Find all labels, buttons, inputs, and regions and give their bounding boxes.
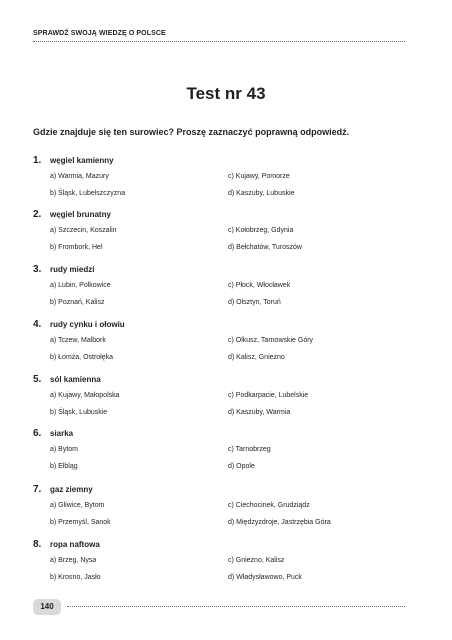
question-4 [33, 317, 413, 369]
question-number: 3. [33, 264, 42, 275]
answer-b: b) Śląsk, Lubelszczyzna [50, 190, 126, 197]
question-8 [33, 537, 413, 589]
answer-a: a) Lubin, Polkowice [50, 282, 111, 289]
page-title: Test nr 43 [186, 84, 266, 103]
answer-b: b) Frombork, Hel [50, 244, 103, 251]
answer-b: b) Krosno, Jasło [50, 574, 101, 581]
answer-d: d) Władysławowo, Puck [228, 574, 302, 581]
question-number: 1. [33, 155, 42, 166]
question-3 [33, 262, 413, 314]
question-number: 4. [33, 319, 42, 330]
header-title: SPRAWDŹ SWOJĄ WIEDZĘ O POLSCE [33, 30, 166, 37]
answer-c: c) Kołobrzeg, Gdynia [228, 227, 294, 234]
question-number: 8. [33, 539, 42, 550]
answer-a: a) Warmia, Mazury [50, 173, 109, 180]
answer-a: a) Brzeg, Nysa [50, 557, 97, 564]
page-footer [33, 599, 405, 615]
question-text: sól kamienna [50, 375, 101, 384]
answer-c: c) Podkarpacie, Lubelskie [228, 392, 309, 399]
answer-d: d) Kalisz, Gniezno [228, 354, 285, 361]
answer-b: b) Łomża, Ostrołęka [50, 354, 114, 361]
running-header [33, 29, 405, 42]
answer-d: d) Olsztyn, Toruń [228, 299, 281, 306]
question-number: 5. [33, 374, 42, 385]
question-text: rudy cynku i ołowiu [50, 320, 125, 329]
question-2 [33, 207, 413, 259]
answer-d: d) Kaszuby, Lubuskie [228, 190, 295, 197]
answer-c: c) Olkusz, Tarnowskie Góry [228, 337, 314, 344]
question-text: ropa naftowa [50, 540, 100, 549]
question-text: rudy miedzi [50, 265, 95, 274]
answer-a: a) Bytom [50, 446, 79, 453]
answer-b: b) Śląsk, Lubuskie [50, 409, 108, 416]
answer-c: c) Gniezno, Kalisz [228, 557, 285, 564]
question-number: 6. [33, 428, 42, 439]
question-text: węgiel kamienny [50, 156, 114, 165]
answer-c: c) Ciechocinek, Grudziądz [228, 502, 310, 509]
instruction-text: Gdzie znajduje się ten surowiec? Proszę zaznaczyć poprawną odpowiedź. [33, 127, 350, 137]
question-5 [33, 372, 413, 424]
question-text: węgiel brunatny [50, 210, 111, 219]
question-6 [33, 426, 413, 478]
answer-a: a) Kujawy, Małopolska [50, 392, 120, 399]
question-text: gaz ziemny [50, 485, 93, 494]
footer-dotted-rule [67, 606, 405, 607]
answer-b: b) Poznań, Kalisz [50, 299, 105, 306]
answer-b: b) Przemyśl, Sanok [50, 519, 111, 526]
answer-d: d) Międzyzdroje, Jastrzębia Góra [228, 519, 331, 526]
question-7 [33, 482, 413, 534]
answer-a: a) Gliwice, Bytom [50, 502, 105, 509]
answer-d: d) Bełchatów, Turoszów [228, 244, 302, 251]
answer-b: b) Elbląg [50, 463, 78, 470]
answer-c: c) Tarnobrzeg [228, 446, 271, 453]
page-number: 140 [33, 599, 61, 615]
answer-c: c) Płock, Włocławek [228, 282, 291, 289]
question-number: 2. [33, 209, 42, 220]
answer-a: a) Szczecin, Koszalin [50, 227, 117, 234]
header-dotted-rule [33, 41, 405, 42]
answer-d: d) Opole [228, 463, 255, 470]
answer-d: d) Kaszuby, Warmia [228, 409, 291, 416]
question-text: siarka [50, 429, 74, 438]
question-1 [33, 153, 413, 205]
answer-a: a) Tczew, Malbork [50, 337, 106, 344]
answer-c: c) Kujawy, Pomorze [228, 173, 290, 180]
question-number: 7. [33, 484, 42, 495]
